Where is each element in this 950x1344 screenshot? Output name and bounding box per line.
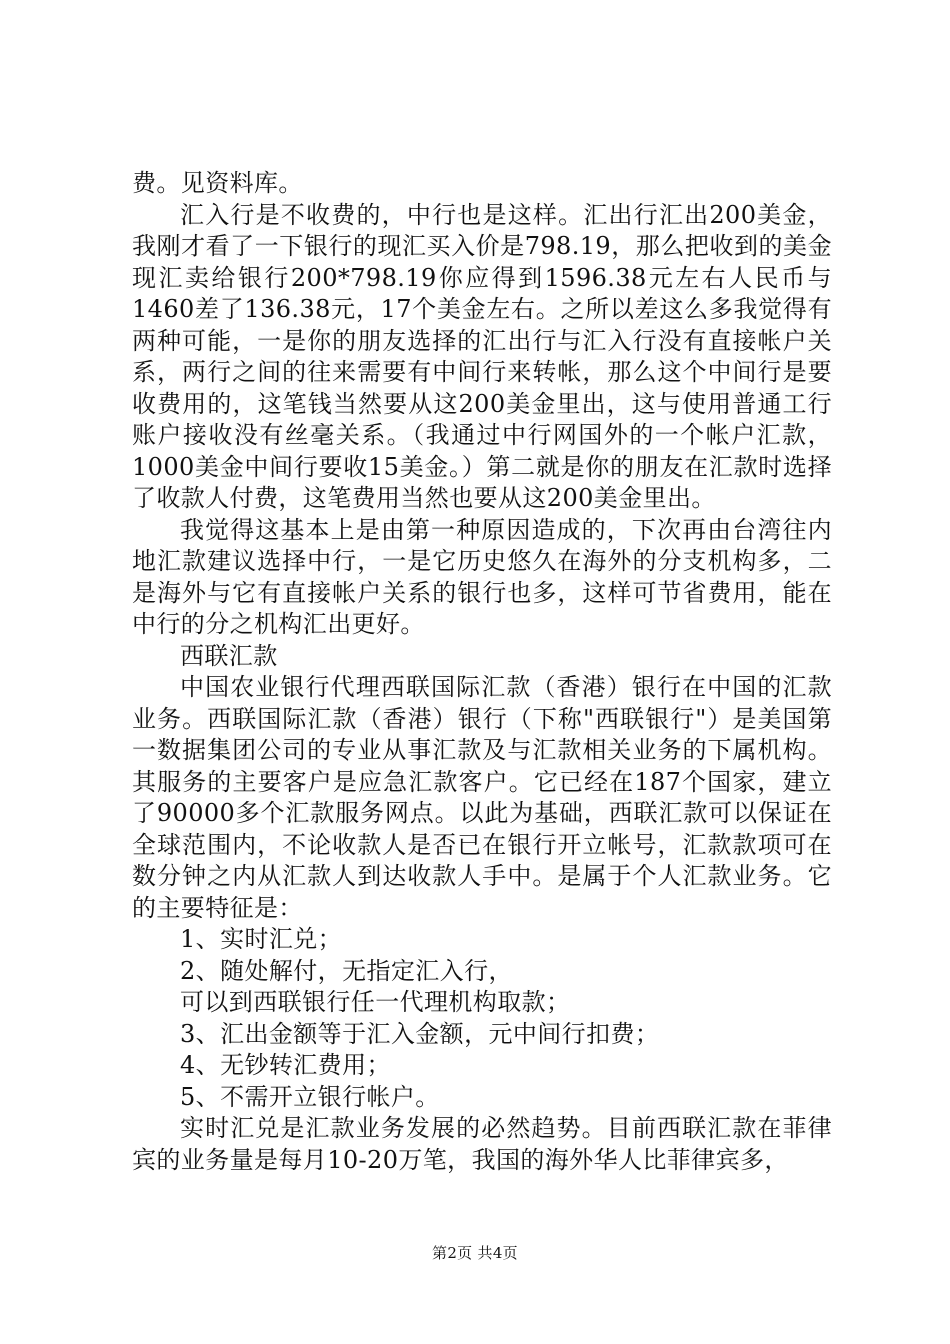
paragraph-receiving-bank-fees: 汇入行是不收费的，中行也是这样。汇出行汇出200美金，我刚才看了一下银行的现汇买入价是798.19，那么把收到的美金现汇卖给银行200*798.19你应得到1596.38元左右人民币与1460差了136.38元，17个美金左右。之所以差这么多我觉得有两种可能，一是你的朋友选择的汇出行与汇入行没有直接帐户关系，两行之间的往来需要有中间行来转帐，那么这个中间行是要收费用的，这笔钱当然要从这200美金里出，这与使用普通工行账户接收没有丝毫关系。（我通过中行网国外的一个帐户汇款，1000美金中间行要收15美金。）第二就是你的朋友在汇款时选择了收款人付费，这笔费用当然也要从这200美金里出。 [132, 200, 832, 512]
list-item-1: 1、实时汇兑； [180, 925, 343, 953]
paragraph-fee-continued: 费。见资料库。 [132, 169, 303, 197]
list-item-5: 5、不需开立银行帐户。 [180, 1082, 440, 1111]
page-footer [0, 1242, 950, 1263]
paragraph-real-time-trend: 实时汇兑是汇款业务发展的必然趋势。目前西联汇款在菲律宾的业务量是每月10-20万笔，我国的海外华人比菲律宾多， [132, 1114, 832, 1174]
document-body [132, 168, 832, 1176]
list-item-2: 2、随处解付，无指定汇入行， [180, 956, 513, 985]
paragraph-western-union-intro: 中国农业银行代理西联国际汇款（香港）银行在中国的汇款业务。西联国际汇款（香港）银行（下称"西联银行"）是美国第一数据集团公司的专业从事汇款及与汇款相关业务的下属机构。其服务的主要客户是应急汇款客户。它已经在187个国家，建立了90000多个汇款服务网点。以此为基础，西联汇款可以保证在全球范围内，不论收款人是否已在银行开立帐号，汇款款项可在数分钟之内从汇款人到达收款人手中。是属于个人汇款业务。它的主要特征是： [132, 673, 832, 922]
list-item-3: 3、汇出金额等于汇入金额，元中间行扣费； [180, 1019, 660, 1048]
list-item-2-continued: 可以到西联银行任一代理机构取款； [180, 988, 571, 1016]
page-number-label: 第2页 共4页 [432, 1244, 518, 1262]
paragraph-recommendation: 我觉得这基本上是由第一种原因造成的，下次再由台湾往内地汇款建议选择中行，一是它历史悠久在海外的分支机构多，二是海外与它有直接帐户关系的银行也多，这样可节省费用，能在中行的分之机构汇出更好。 [132, 515, 832, 638]
list-item-4: 4、无钞转汇费用； [180, 1051, 391, 1079]
section-heading-western-union: 西联汇款 [180, 641, 278, 670]
